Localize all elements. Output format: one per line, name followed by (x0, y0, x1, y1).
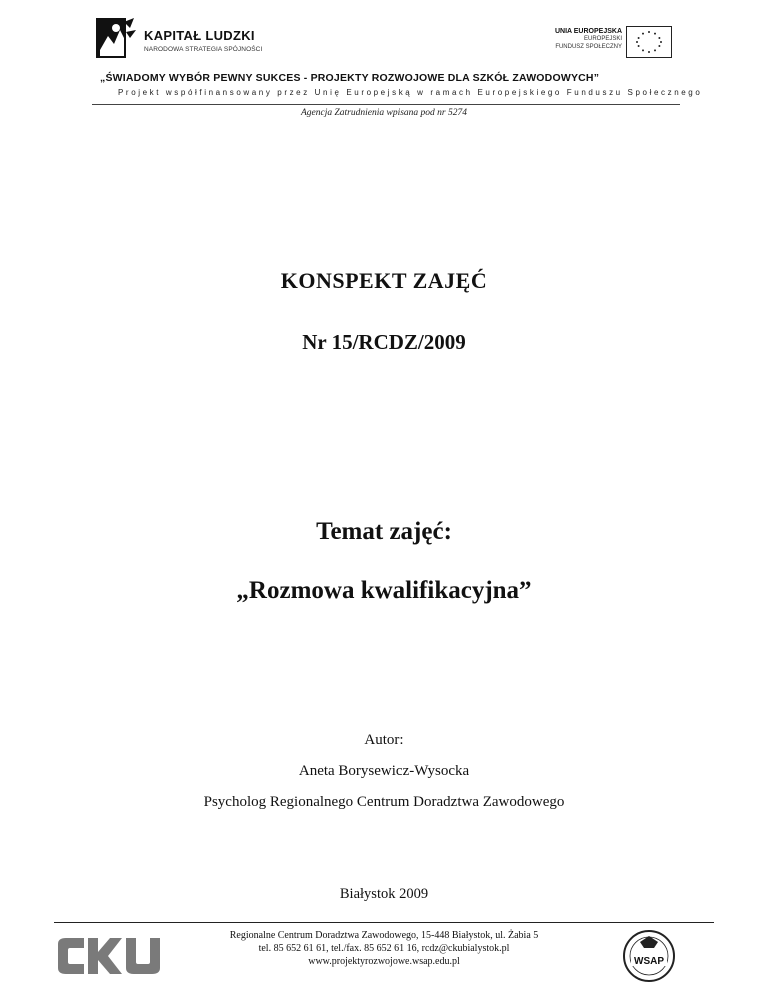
eu-logo (520, 24, 672, 64)
author-role: Psycholog Regionalnego Centrum Doradztwa Zawodowego (203, 794, 565, 810)
topic-label: Temat zajęć: (316, 518, 452, 545)
footer-website: www.projektyrozwojowe.wsap.edu.pl (308, 956, 460, 967)
wsap-logo-icon (622, 928, 676, 984)
eu-logo-line2: EUROPEJSKI (583, 36, 622, 42)
author-name: Aneta Borysewicz-Wysocka (298, 763, 470, 779)
wsap-logo-text: WSAP (634, 956, 664, 967)
author-label: Autor: (364, 732, 404, 748)
kapital-ludzki-logo (94, 16, 284, 62)
kapital-ludzki-subtitle: NARODOWA STRATEGIA SPÓJNOŚCI (144, 46, 263, 53)
place-date: Białystok 2009 (339, 886, 429, 902)
project-title: „ŚWIADOMY WYBÓR PEWNY SUKCES - PROJEKTY ROZWOJOWE DLA SZKÓŁ ZAWODOWYCH” (100, 72, 600, 84)
footer-address: Regionalne Centrum Doradztwa Zawodowego, 15-448 Białystok, ul. Żabia 5 (229, 930, 539, 941)
document-number: Nr 15/RCDZ/2009 (302, 330, 466, 354)
document-title: KONSPEKT ZAJĘĆ (280, 268, 488, 293)
footer-divider (54, 922, 714, 923)
topic-title: „Rozmowa kwalifikacyjna” (236, 577, 532, 604)
agency-note: Agencja Zatrudnienia wpisana pod nr 5274 (301, 108, 467, 118)
eu-logo-line1: UNIA EUROPEJSKA (554, 28, 622, 35)
eu-logo-text (555, 28, 622, 51)
header-divider (92, 104, 680, 105)
kapital-ludzki-emblem-icon (94, 16, 138, 62)
eu-logo-line3: FUNDUSZ SPOŁECZNY (555, 44, 622, 50)
kapital-ludzki-title: KAPITAŁ LUDZKI (144, 28, 255, 43)
eu-flag-icon (626, 26, 672, 58)
project-subtitle: Projekt współfinansowany przez Unię Europejską w ramach Europejskiego Funduszu Społecznego (118, 88, 703, 97)
footer-phone-email: tel. 85 652 61 61, tel./fax. 85 652 61 16, rcdz@ckubialystok.pl (258, 943, 510, 954)
